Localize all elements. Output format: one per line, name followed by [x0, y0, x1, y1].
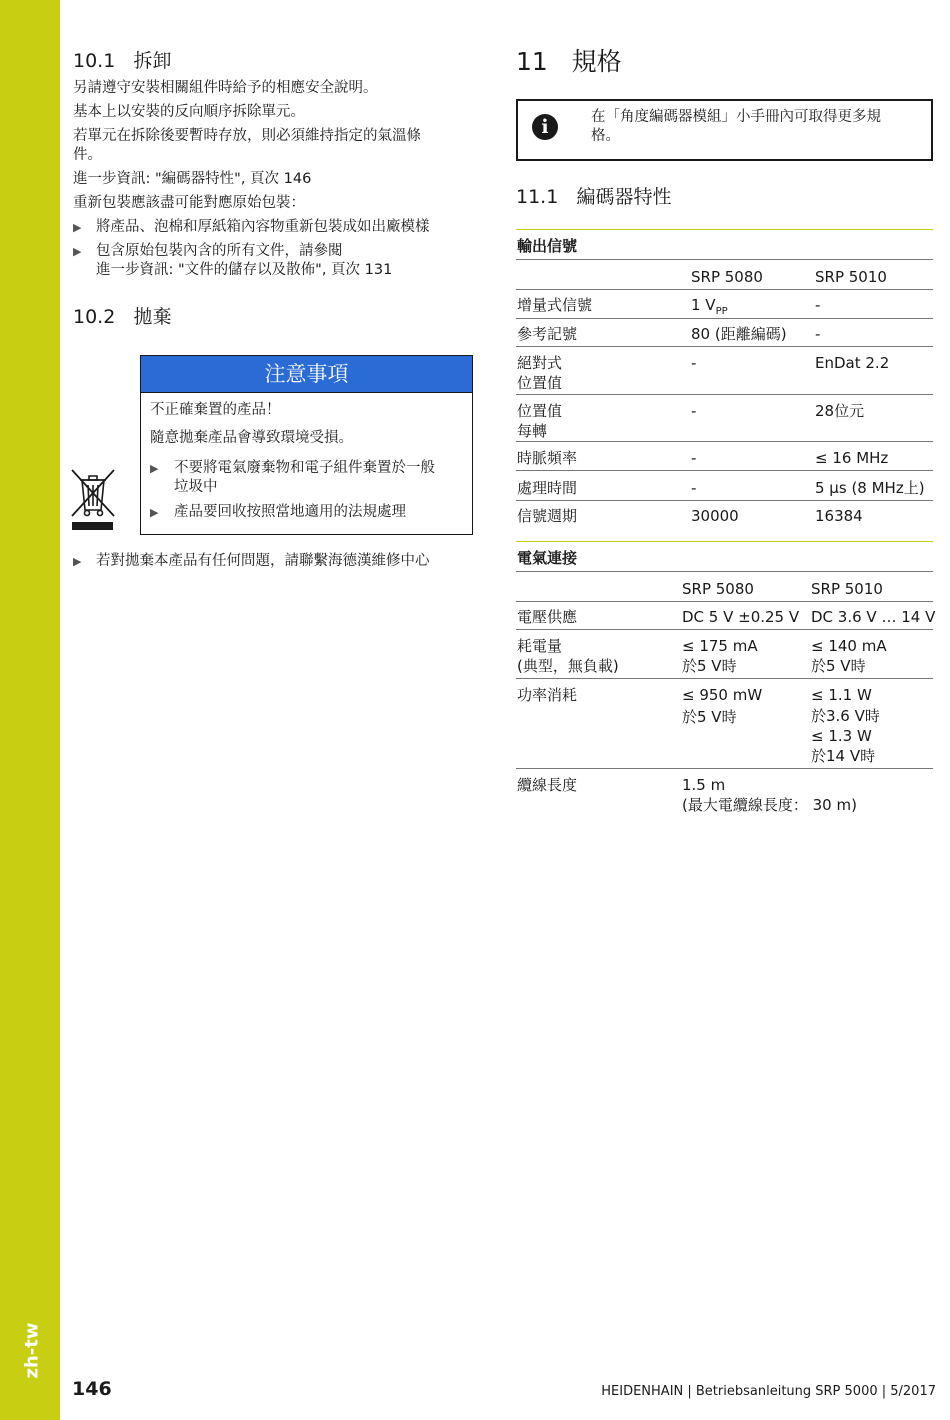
language-tab [14, 1320, 54, 1380]
bullet-arrow-icon: ▶ [150, 506, 159, 519]
row-value: (最大電纜線長度： 30 m) [682, 796, 857, 814]
row-value: 1.5 m [682, 776, 726, 794]
row-value: - [691, 449, 697, 467]
notice-line: 隨意拋棄產品會導致環境受損。 [150, 430, 353, 446]
bullet-arrow-icon: ▶ [73, 221, 82, 234]
paragraph: 另請遵守安裝相關組件時給予的相應安全說明。 [73, 80, 378, 96]
row-label: 處理時間 [517, 479, 578, 497]
row-label: 電壓供應 [517, 608, 578, 626]
row-value: 於5 V時 [682, 657, 737, 675]
row-value: 於3.6 V時 [811, 707, 880, 725]
table-rule [516, 678, 933, 679]
table-rule [516, 768, 933, 769]
info-icon: i [532, 114, 558, 140]
row-value: 於14 V時 [811, 747, 876, 765]
column-header: SRP 5010 [815, 268, 887, 286]
paragraph: 若單元在拆除後要暫時存放，則必須維持指定的氣溫條 [73, 128, 421, 144]
cross-reference-link[interactable]: 進一步資訊: "文件的儲存以及散佈", 頁次 131 [96, 262, 393, 278]
bullet-item: 包含原始包裝內含的所有文件，請參閱 [96, 243, 343, 259]
chapter-11-heading: 11 規格 [516, 47, 622, 76]
row-value: - [815, 325, 821, 343]
row-value: DC 5 V ±0.25 V [682, 608, 800, 626]
notice-bullet: 產品要回收按照當地適用的法規處理 [174, 504, 406, 520]
row-value: - [691, 479, 697, 497]
row-label: 功率消耗 [517, 686, 578, 704]
bullet-item: 若對拋棄本產品有任何問題，請聯繫海德漢維修中心 [96, 553, 430, 569]
table-heading: 電氣連接 [517, 549, 578, 567]
language-label: zh-tw [21, 1322, 43, 1379]
table-top-rule [516, 541, 933, 542]
row-value: DC 3.6 V … 14 V [811, 608, 936, 626]
table-rule [516, 259, 933, 260]
section-10-2-heading: 10.2 拋棄 [73, 306, 172, 328]
paragraph: 重新包裝應該盡可能對應原始包裝： [73, 195, 305, 211]
table-rule [516, 571, 933, 572]
row-value: 於5 V時 [811, 657, 866, 675]
section-10-1-heading: 10.1 拆卸 [73, 50, 172, 72]
table-rule [516, 318, 933, 319]
notice-bullet: 垃圾中 [174, 479, 218, 495]
row-value: - [691, 354, 697, 372]
row-value: - [815, 296, 821, 314]
table-heading: 輸出信號 [517, 237, 578, 255]
bullet-item: 將產品、泡棉和厚紙箱內容物重新包裝成如出廠模樣 [96, 219, 430, 235]
row-value: 於5 V時 [682, 708, 737, 726]
language-sidebar [0, 0, 60, 1420]
row-value: ≤ 140 mA [811, 637, 887, 655]
row-label: 信號週期 [517, 507, 578, 525]
row-label: 每轉 [517, 422, 548, 440]
page-number: 146 [72, 1378, 112, 1400]
row-label: 位置值 [517, 402, 563, 420]
column-header: SRP 5080 [682, 580, 754, 598]
notice-bullet: 不要將電氣廢棄物和電子組件棄置於一般 [174, 460, 435, 476]
row-value: ≤ 175 mA [682, 637, 758, 655]
column-header: SRP 5010 [811, 580, 883, 598]
row-value: 1 $V_{PP}$ [691, 296, 728, 317]
table-rule [516, 394, 933, 395]
row-label: 參考記號 [517, 325, 578, 343]
bullet-arrow-icon: ▶ [150, 462, 159, 475]
row-label: (典型，無負載) [517, 657, 619, 675]
row-value: ≤ 16 MHz [815, 449, 889, 467]
row-value: 28位元 [815, 402, 865, 420]
row-value: EnDat 2.2 [815, 354, 890, 372]
paragraph: 基本上以安裝的反向順序拆除單元。 [73, 104, 305, 120]
row-value: ≤ 1.3 W [811, 727, 872, 745]
row-value: 16384 [815, 507, 863, 525]
paragraph: 件。 [73, 147, 102, 163]
row-value: 5 µs (8 MHz上) [815, 479, 925, 497]
table-rule [516, 629, 933, 630]
notice-box [140, 355, 473, 535]
table-top-rule [516, 229, 933, 230]
row-value: ≤ 1.1 W [811, 686, 872, 704]
table-rule [516, 289, 933, 290]
footer-text: HEIDENHAIN | Betriebsanleitung SRP 5000 | 5/2017 [601, 1384, 936, 1399]
section-11-1-heading: 11.1 編碼器特性 [516, 186, 672, 208]
row-label: 耗電量 [517, 637, 563, 655]
table-rule [516, 500, 933, 501]
bullet-arrow-icon: ▶ [73, 555, 82, 568]
info-text: 格。 [591, 128, 620, 144]
bullet-arrow-icon: ▶ [73, 245, 82, 258]
row-label: 時脈頻率 [517, 449, 578, 467]
notice-line: 不正確棄置的產品！ [150, 402, 281, 418]
row-label: 位置值 [517, 374, 563, 392]
column-header: SRP 5080 [691, 268, 763, 286]
table-rule [516, 346, 933, 347]
row-label: 增量式信號 [517, 296, 593, 314]
info-text: 在「角度編碼器模組」小手冊內可取得更多規 [591, 109, 881, 125]
notice-header: 注意事項 [141, 356, 472, 393]
table-rule [516, 601, 933, 602]
row-label: 絕對式 [517, 354, 563, 372]
row-value: 80 (距離編碼) [691, 325, 787, 343]
table-rule [516, 441, 933, 442]
row-value: ≤ 950 mW [682, 686, 763, 704]
row-value: - [691, 402, 697, 420]
cross-reference-link[interactable]: 進一步資訊: "編碼器特性", 頁次 146 [73, 171, 312, 187]
row-label: 纜線長度 [517, 776, 578, 794]
weee-crossed-bin-icon [70, 466, 116, 534]
row-value: 30000 [691, 507, 739, 525]
info-box [516, 99, 933, 161]
table-rule [516, 470, 933, 471]
